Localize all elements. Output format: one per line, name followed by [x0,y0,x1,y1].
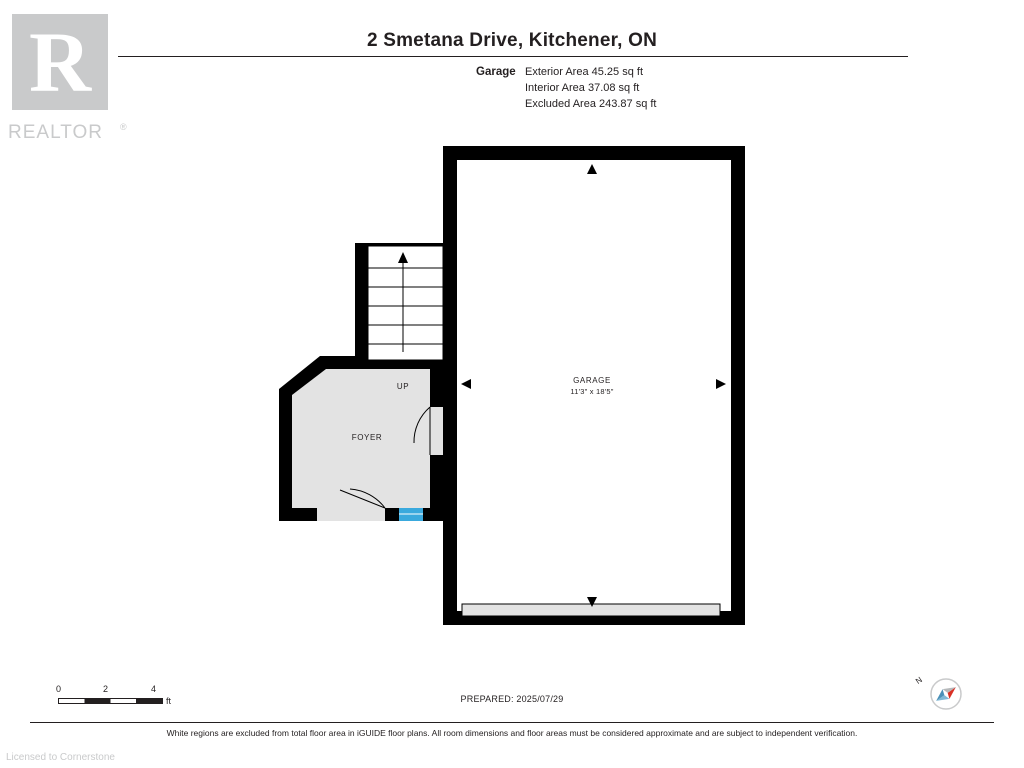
area-row-exterior: Exterior Area 45.25 sq ft [525,66,644,78]
disclaimer-text: White regions are excluded from total floor area in iGUIDE floor plans. All room dimensions and floor areas must be considered approximate and are subject to independent verification. [166,728,858,738]
compass-north-label: N [913,675,924,686]
area-row-interior: Interior Area 37.08 sq ft [525,82,640,94]
license-text: Licensed to Cornerstone [6,752,115,763]
room-dims-garage: 11'3" x 18'5" [570,387,614,396]
prepared-date: PREPARED: 2025/07/29 [460,694,564,704]
area-summary-label: Garage [476,66,516,78]
footer-divider [30,722,994,723]
area-row-excluded: Excluded Area 243.87 sq ft [525,98,657,110]
window-accent [399,508,423,521]
scale-tick-2: 2 [103,684,109,694]
room-label-foyer [327,432,407,443]
stairs-direction-label: UP [396,382,410,391]
page-title: 2 Smetana Drive, Kitchener, ON [366,30,658,51]
scale-tick-4: 4 [151,684,157,694]
realtor-logo-letter: R [28,14,92,110]
compass-icon [922,670,970,718]
realtor-logo-wordmark: REALTOR [8,122,103,143]
room-label-garage [542,375,642,397]
room-name-garage: GARAGE [573,376,611,385]
registered-trademark-icon: ® [120,122,127,132]
compass-rose [913,670,970,718]
stairs [355,243,443,363]
room-name-foyer: FOYER [351,433,383,442]
scale-unit-label: ft [166,696,172,706]
scale-tick-0: 0 [56,684,62,694]
